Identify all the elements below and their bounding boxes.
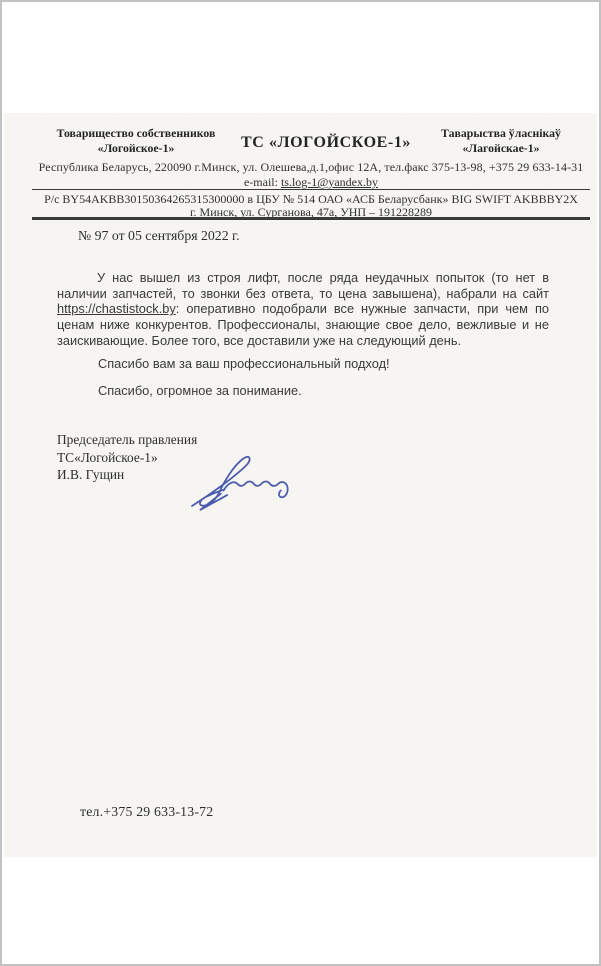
bank-account-line: Р/с BY54AKBB30150364265315300000 в ЦБУ № 514 ОАО «АСБ Беларусбанк» BIG SWIFT AKBBBY2X [44,192,578,206]
body-text-before-link: У нас вышел из строя лифт, после ряда неудачных попыток (то нет в наличии запчастей, то звонки без ответа, то цена завышена), набрали на сайт [57,270,549,301]
org-email-line [34,175,588,190]
org-title-center: ТС «ЛОГОЙСКОЕ-1» [240,134,412,151]
letterhead-double-divider [32,217,590,220]
letter-body-paragraph [57,270,549,349]
signer-name: И.В. Гущин [57,467,125,482]
contact-phone: тел.+375 29 633-13-72 [80,804,214,819]
letterhead-divider [32,189,590,190]
org-name-belarusian [412,126,590,155]
letterhead [32,126,590,155]
handwritten-signature-icon [168,445,316,525]
org-address-line: Республика Беларусь, 220090 г.Минск, ул. Олешева,д.1,офис 12А, тел.факс 375-13-98, +375 29 633-14-31 [38,160,584,174]
bank-city-unp-line: г. Минск, ул. Сурганова, 47а, УНП – 191228289 [189,205,433,219]
email-address: ts.log-1@yandex.by [280,175,379,189]
signer-title-line1: Председатель правления [57,432,198,447]
org-name-ru-line2: «Логойское-1» [97,140,175,155]
email-label: e-mail: [243,175,281,189]
thanks-line-1: Спасибо вам за ваш профессиональный подход! [98,356,390,371]
signer-title-line2: ТС«Логойское-1» [57,449,158,465]
reference-number-line: № 97 от 05 сентября 2022 г. [78,228,240,243]
thanks-line-2: Спасибо, огромное за понимание. [98,383,302,398]
org-name-by-line1: Таварыства ўласнікаў [441,126,561,140]
chastistock-link[interactable]: https://chastistock.by [57,301,176,317]
org-name-ru-line1: Товарищество собственников [56,126,216,140]
org-name-by-line2: «Лагойскае-1» [462,140,540,155]
body-text-after-link: : оперативно подобрали все нужные запчасти, при чем по ценам ниже конкурентов. Профессионалы, знающие свое дело, вежливые и не заискивающие. Более того, все доставили уже на следующий день. [57,301,549,348]
org-name-russian [32,126,240,155]
